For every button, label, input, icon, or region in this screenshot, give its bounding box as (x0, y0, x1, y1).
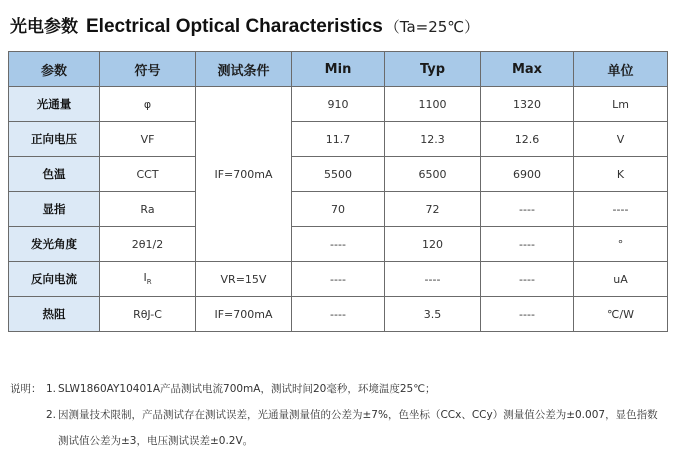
row-min: 70 (292, 192, 385, 227)
row-min: ---- (292, 262, 385, 297)
row-condition: VR=15V (196, 262, 292, 297)
row-unit: ℃/W (574, 297, 668, 332)
row-condition: IF=700mA (196, 297, 292, 332)
row-param: 光通量 (9, 87, 100, 122)
row-max: ---- (481, 297, 574, 332)
row-typ: 72 (385, 192, 481, 227)
note-number: 1. (46, 383, 57, 395)
row-symbol: RθJ-C (100, 297, 196, 332)
row-symbol: φ (100, 87, 196, 122)
row-max: 6900 (481, 157, 574, 192)
note-continuation (10, 428, 674, 454)
table-row (9, 157, 668, 192)
row-max: ---- (481, 262, 574, 297)
row-unit: ° (574, 227, 668, 262)
header-min: Min (292, 52, 385, 87)
title-chinese: 光电参数 (10, 17, 78, 37)
row-min: 910 (292, 87, 385, 122)
row-symbol: Ra (100, 192, 196, 227)
row-param: 发光角度 (9, 227, 100, 262)
row-symbol: VF (100, 122, 196, 157)
row-symbol: CCT (100, 157, 196, 192)
row-unit: Lm (574, 87, 668, 122)
row-unit: K (574, 157, 668, 192)
symbol-main: I (143, 271, 147, 285)
page-title (10, 12, 479, 40)
table-row (9, 227, 668, 262)
row-min: ---- (292, 297, 385, 332)
row-max: 12.6 (481, 122, 574, 157)
row-param: 正向电压 (9, 122, 100, 157)
notes-lead: 说明： (10, 383, 42, 395)
header-typ: Typ (385, 52, 481, 87)
row-symbol: 2θ1/2 (100, 227, 196, 262)
row-min: 11.7 (292, 122, 385, 157)
note-text: 因测量技术限制，产品测试存在测试误差，光通量测量值的公差为±7%，色坐标（CCx、CCy）测量值公差为±0.007，显色指数 (58, 409, 658, 421)
note-item (10, 402, 674, 428)
row-max: ---- (481, 192, 574, 227)
table-header-row (9, 52, 668, 87)
table-row (9, 262, 668, 297)
table-row (9, 87, 668, 122)
notes-section (10, 376, 674, 454)
header-unit: 单位 (574, 52, 668, 87)
row-typ: ---- (385, 262, 481, 297)
note-text: 测试值公差为±3，电压测试误差±0.2V。 (58, 435, 254, 447)
row-max: ---- (481, 227, 574, 262)
row-min: 5500 (292, 157, 385, 192)
note-text: SLW1860AY10401A产品测试电流700mA，测试时间20毫秒，环境温度25℃； (58, 383, 436, 395)
row-param: 显指 (9, 192, 100, 227)
row-typ: 120 (385, 227, 481, 262)
header-param: 参数 (9, 52, 100, 87)
row-typ: 1100 (385, 87, 481, 122)
row-param: 反向电流 (9, 262, 100, 297)
table-row (9, 122, 668, 157)
row-typ: 12.3 (385, 122, 481, 157)
note-item (10, 376, 674, 402)
row-max: 1320 (481, 87, 574, 122)
row-unit: ---- (574, 192, 668, 227)
characteristics-table (8, 51, 668, 332)
row-param: 色温 (9, 157, 100, 192)
row-unit: V (574, 122, 668, 157)
row-unit: uA (574, 262, 668, 297)
merged-condition: IF=700mA (196, 87, 292, 262)
row-param: 热阻 (9, 297, 100, 332)
header-condition: 测试条件 (196, 52, 292, 87)
title-english: Electrical Optical Characteristics (86, 16, 383, 37)
row-symbol (100, 262, 196, 297)
row-typ: 3.5 (385, 297, 481, 332)
note-number: 2. (46, 409, 57, 421)
table-row (9, 297, 668, 332)
header-max: Max (481, 52, 574, 87)
table-row (9, 192, 668, 227)
row-min: ---- (292, 227, 385, 262)
header-symbol: 符号 (100, 52, 196, 87)
symbol-subscript: R (146, 278, 152, 287)
row-typ: 6500 (385, 157, 481, 192)
title-condition: （Ta=25℃） (384, 18, 480, 36)
